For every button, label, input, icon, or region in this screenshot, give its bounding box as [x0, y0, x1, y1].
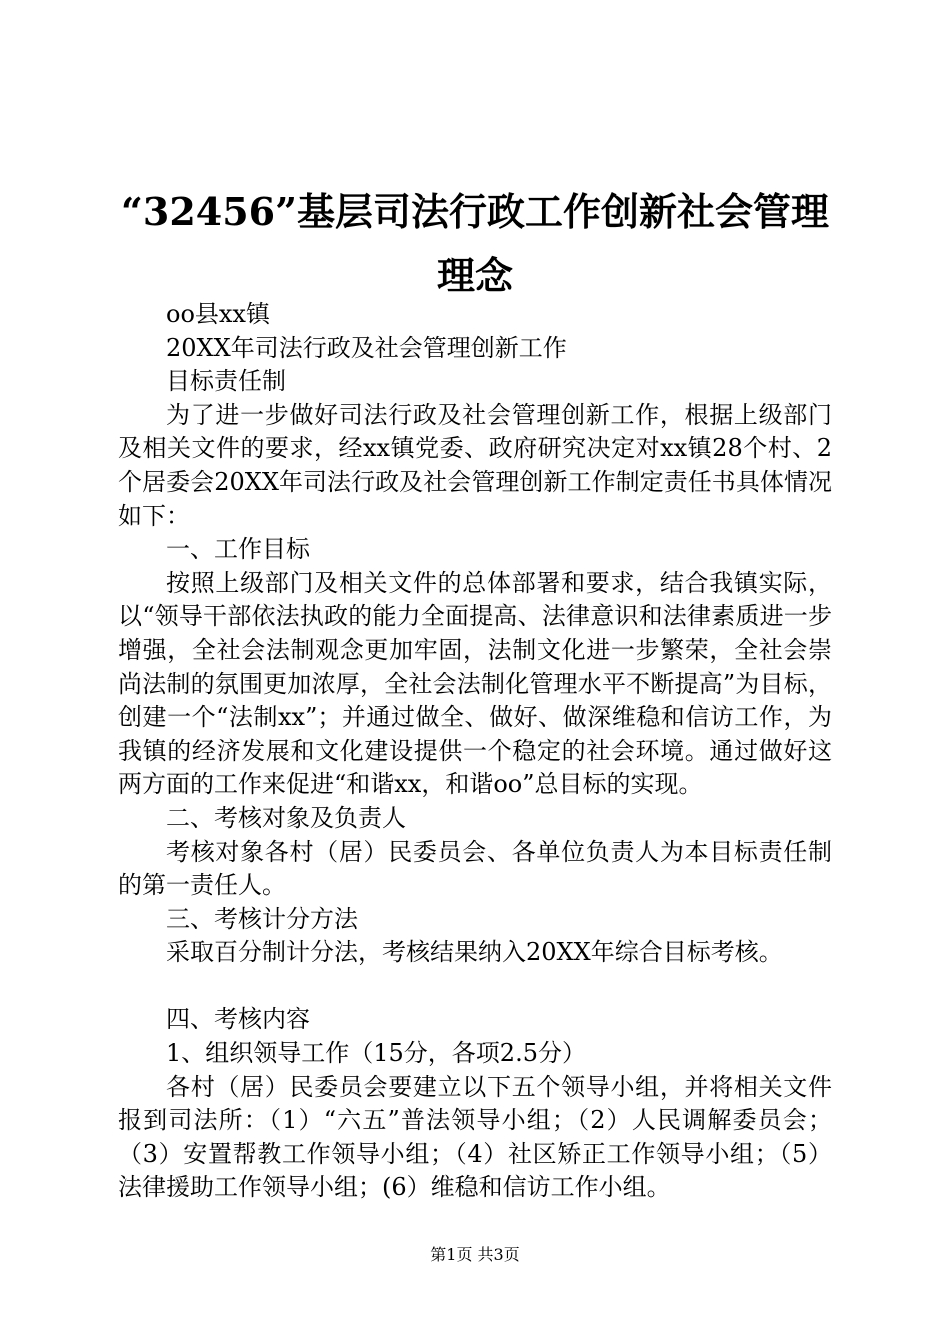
subsection-heading-leadership: 1、组织领导工作（15分，各项2.5分）	[166, 1039, 586, 1068]
paragraph-subtitle: 20XX年司法行政及社会管理创新工作	[166, 333, 567, 362]
document-title: “32456”基层司法行政工作创新社会管理理念	[121, 189, 829, 298]
section-heading-content: 四、考核内容	[166, 1005, 310, 1034]
paragraph-location: oo县xx镇	[166, 300, 270, 328]
paragraph-subjects: 考核对象各村（居）民委员会、各单位负责人为本目标责任制的第一责任人。	[118, 837, 832, 900]
section-heading-subjects: 二、考核对象及负责人	[166, 803, 406, 832]
section-heading-scoring: 三、考核计分方法	[166, 904, 358, 933]
paragraph-subtitle-2: 目标责任制	[166, 367, 286, 396]
paragraph-goals: 按照上级部门及相关文件的总体部署和要求，结合我镇实际，以“领导干部依法执政的能力全面提高、法律意识和法律素质进一步增强，全社会法制观念更加牢固，法制文化进一步繁荣，全社会崇尚法制的氛围更加浓厚，全社会法制化管理水平不断提高”为目标，创建一个“法制xx”；并通过做全、做好、做深维稳和信访工作，为我镇的经济发展和文化建设提供一个稳定的社会环境。通过做好这两方面的工作来促进“和谐xx，和谐oo”总目标的实现。	[118, 568, 832, 799]
paragraph-intro: 为了进一步做好司法行政及社会管理创新工作，根据上级部门及相关文件的要求，经xx镇党委、政府研究决定对xx镇28个村、2个居委会20XX年司法行政及社会管理创新工作制定责任书具体情况如下：	[118, 400, 832, 530]
paragraph-scoring: 采取百分制计分法，考核结果纳入20XX年综合目标考核。	[166, 938, 783, 967]
section-heading-goals: 一、工作目标	[166, 535, 310, 564]
page-footer: 第1页 共3页	[430, 1245, 520, 1264]
document-body	[118, 298, 832, 1205]
paragraph-leadership: 各村（居）民委员会要建立以下五个领导小组，并将相关文件报到司法所：（1）“六五”普法领导小组；（2）人民调解委员会；（3）安置帮教工作领导小组；（4）社区矫正工作领导小组；（5）法律援助工作领导小组；(6）维稳和信访工作小组。	[118, 1072, 832, 1202]
